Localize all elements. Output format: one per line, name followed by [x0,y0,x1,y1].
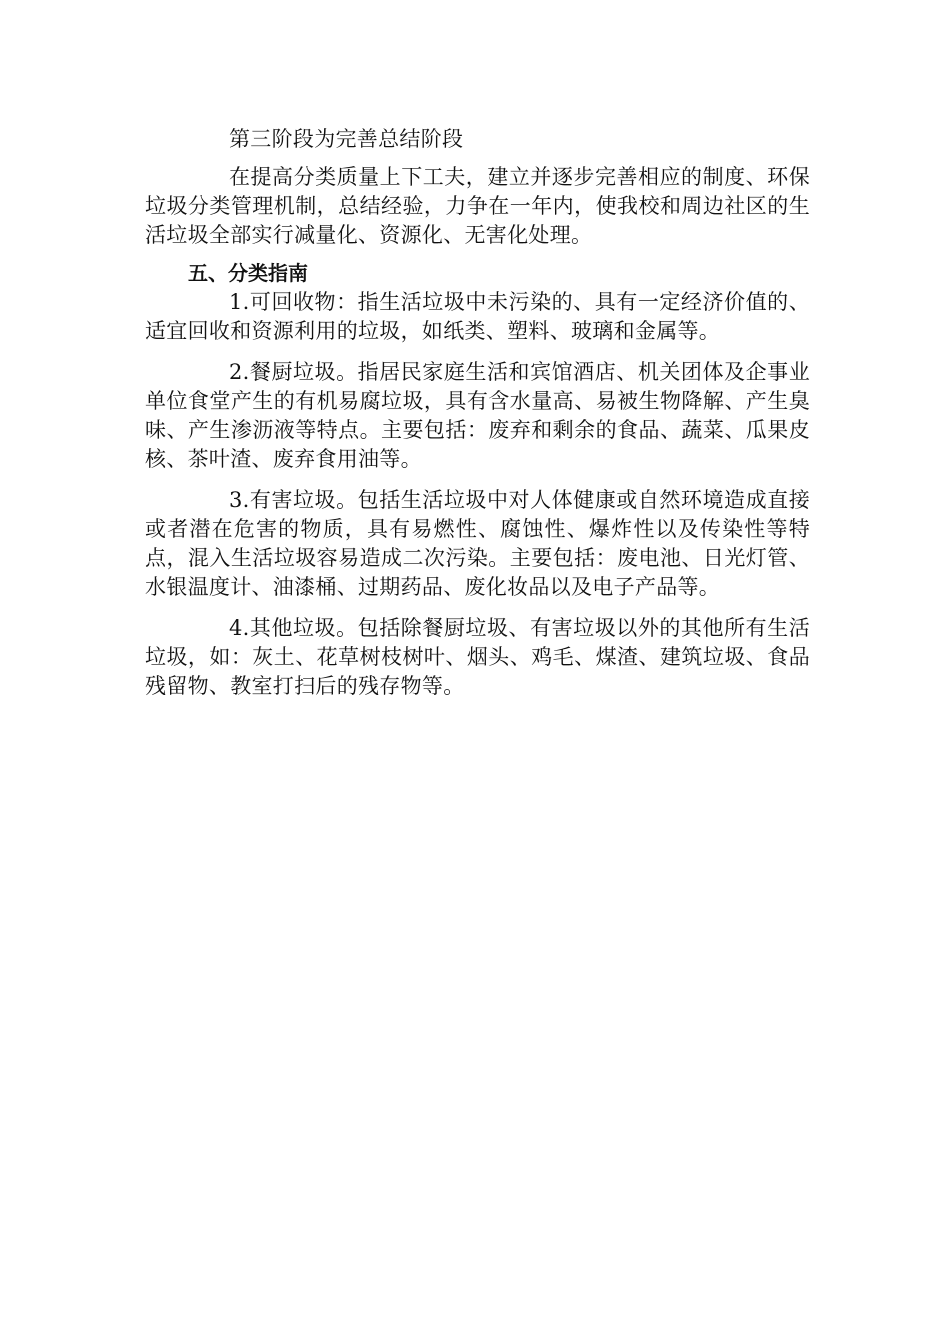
guide-item-hazardous-waste: 3.有害垃圾。包括生活垃圾中对人体健康或自然环境造成直接或者潜在危害的物质，具有易燃性、腐蚀性、爆炸性以及传染性等特点，混入生活垃圾容易造成二次污染。主要包括：废电池、日光灯管、水银温度计、油漆桶、过期药品、废化妆品以及电子产品等。 [145,488,810,599]
stage3-body: 在提高分类质量上下工夫，建立并逐步完善相应的制度、环保垃圾分类管理机制，总结经验，力争在一年内，使我校和周边社区的生活垃圾全部实行减量化、资源化、无害化处理。 [145,165,810,247]
guide-item-other-waste: 4.其他垃圾。包括除餐厨垃圾、有害垃圾以外的其他所有生活垃圾，如：灰土、花草树枝树叶、烟头、鸡毛、煤渣、建筑垃圾、食品残留物、教室打扫后的残存物等。 [145,616,810,698]
document-page [145,125,810,701]
stage3-title: 第三阶段为完善总结阶段 [229,127,464,151]
guide-item-recyclable: 1.可回收物：指生活垃圾中未污染的、具有一定经济价值的、适宜回收和资源利用的垃圾，如纸类、塑料、玻璃和金属等。 [145,290,810,343]
guide-item-kitchen-waste: 2.餐厨垃圾。指居民家庭生活和宾馆酒店、机关团体及企事业单位食堂产生的有机易腐垃圾，具有含水量高、易被生物降解、产生臭味、产生渗沥液等特点。主要包括：废弃和剩余的食品、蔬菜、瓜果皮核、茶叶渣、废弃食用油等。 [145,360,810,471]
section-heading: 五、分类指南 [188,261,308,285]
